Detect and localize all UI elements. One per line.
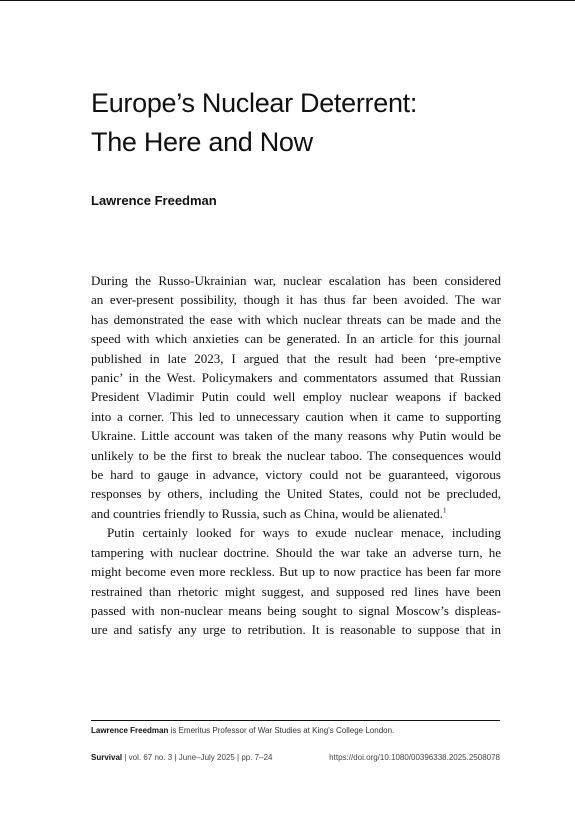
journal-citation (91, 753, 272, 762)
body-line-last (91, 504, 501, 523)
author-bio-footnote (91, 726, 394, 735)
body-line: panic’ in the West. Policymakers and commentators assumed that Russian (91, 370, 501, 386)
body-line-text: and countries friendly to Russia, such as China, would be alienated. (91, 505, 444, 521)
footnote-marker[interactable]: 1 (443, 506, 447, 515)
body-line: passed with non-nuclear means being sought to signal Moscow’s displeas- (91, 602, 501, 618)
article-title-line-2: The Here and Now (91, 127, 313, 157)
author-bio-text: is Emeritus Professor of War Studies at King’s College London. (168, 726, 395, 735)
article-title-line-1: Europe’s Nuclear Deterrent: (91, 88, 418, 118)
page-top-rule (0, 0, 575, 1)
body-line: Putin certainly looked for ways to exude nuclear menace, including (107, 525, 501, 541)
body-line: responses by others, including the United States, could not be precluded, (91, 486, 501, 502)
body-line: restrained than rhetoric might suggest, and supposed red lines have been (91, 583, 501, 599)
doi-link[interactable]: https://doi.org/10.1080/00396338.2025.2508078 (329, 753, 500, 762)
paragraph-1 (91, 271, 501, 523)
article-author: Lawrence Freedman (91, 193, 217, 208)
body-line: might become even more reckless. But up to now practice has been far more (91, 564, 501, 580)
body-line: be hard to gauge in advance, victory could not be guaranteed, vigorous (91, 467, 501, 483)
body-line: into a corner. This led to unnecessary caution when it came to supporting (91, 408, 501, 424)
author-bio-name: Lawrence Freedman (91, 726, 169, 735)
footnote-rule (91, 720, 500, 721)
paragraph-2 (91, 523, 501, 639)
article-body (91, 271, 501, 640)
article-title (91, 84, 511, 162)
body-line: speed with which anxieties can be generated. In an article for this journal (91, 331, 501, 347)
journal-details: | vol. 67 no. 3 | June–July 2025 | pp. 7–24 (122, 753, 273, 762)
body-line: President Vladimir Putin could well employ nuclear weapons if backed (91, 389, 501, 405)
body-line: unlikely to be the first to break the nuclear taboo. The consequences would (91, 447, 501, 463)
body-line: ure and satisfy any urge to retribution. It is reasonable to suppose that in (91, 622, 501, 638)
body-line: tampering with nuclear doctrine. Should the war take an adverse turn, he (91, 544, 501, 560)
body-line: has demonstrated the ease with which nuclear threats can be made and the (91, 311, 501, 327)
body-line: an ever-present possibility, though it has thus far been avoided. The war (91, 292, 501, 308)
body-line: published in late 2023, I argued that the result had been ‘pre-emptive (91, 350, 501, 366)
body-line: During the Russo-Ukrainian war, nuclear escalation has been considered (91, 273, 501, 288)
body-line: Ukraine. Little account was taken of the many reasons why Putin would be (91, 428, 501, 444)
journal-name: Survival (91, 753, 123, 762)
